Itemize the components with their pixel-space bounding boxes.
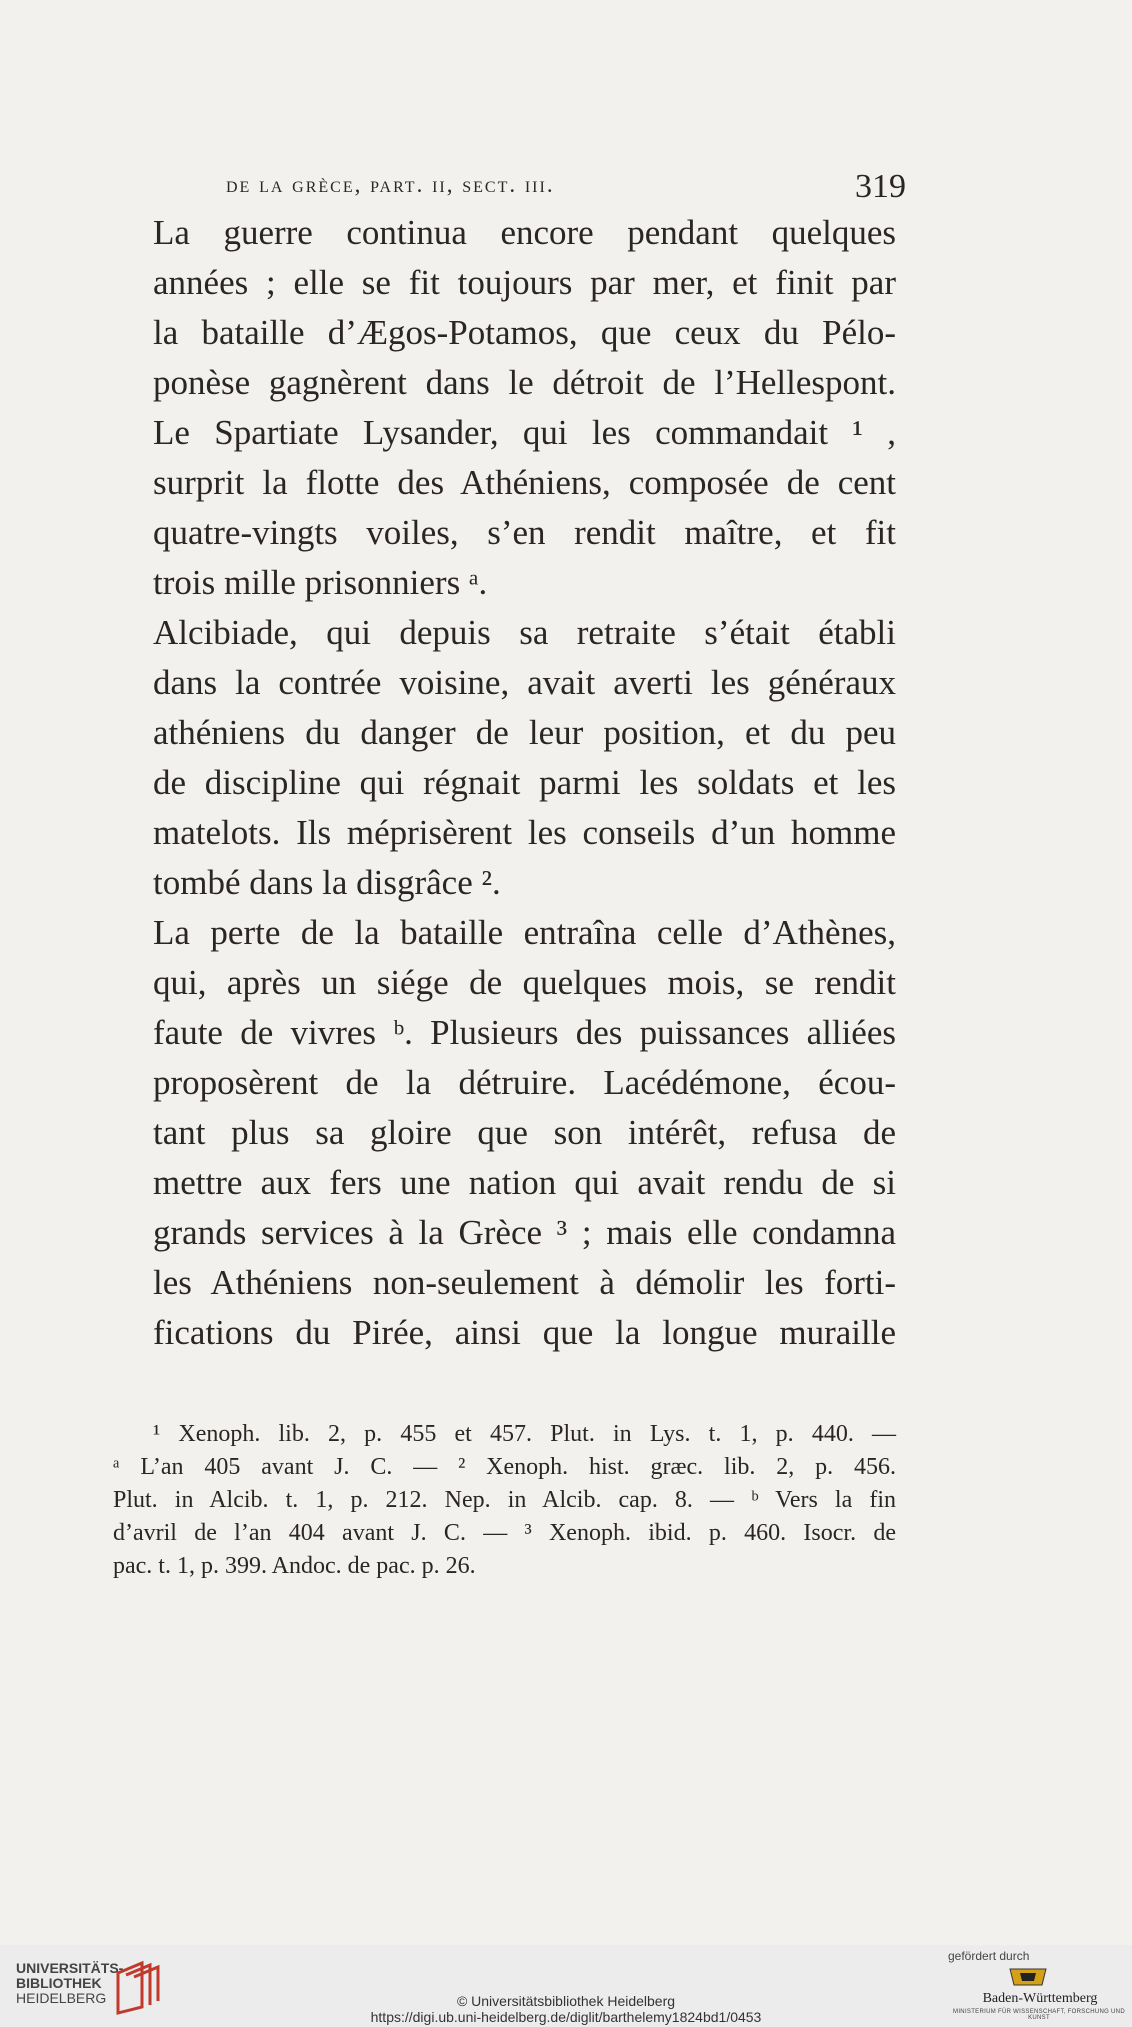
text-line: athéniens du danger de leur position, et du peu (153, 713, 896, 752)
paragraph-2 (113, 608, 896, 908)
coat-of-arms-icon[interactable] (1006, 1965, 1050, 1989)
text-line: tombé dans la disgrâce ². (153, 863, 501, 902)
text-line: quatre-vingts voiles, s’en rendit maître, et fit (153, 513, 896, 552)
text-line: grands services à la Grèce ³ ; mais elle condamna (153, 1213, 896, 1252)
sponsor-label: gefördert durch (948, 1949, 1030, 1963)
footnote-line: ᵃ L’an 405 avant J. C. — ² Xenoph. hist. græc. lib. 2, p. 456. (113, 1454, 896, 1480)
paragraph-3 (113, 908, 896, 1358)
footnotes (113, 1418, 896, 1583)
text-line: Le Spartiate Lysander, qui les commandait ¹ , (153, 413, 896, 452)
library-name-line-3: HEIDELBERG (16, 1990, 107, 2006)
text-line: années ; elle se fit toujours par mer, et finit par (153, 263, 896, 302)
text-line: matelots. Ils méprisèrent les conseils d’un homme (153, 813, 896, 852)
page-number: 319 (855, 168, 906, 205)
text-line: Alcibiade, qui depuis sa retraite s’était établi (153, 613, 896, 652)
paragraph-1 (113, 208, 896, 608)
text-line: fications du Pirée, ainsi que la longue muraille (153, 1313, 896, 1352)
permalink-url[interactable]: https://digi.ub.uni-heidelberg.de/diglit/barthelemy1824bd1/0453 (370, 2009, 762, 2025)
footnote-line: pac. t. 1, p. 399. Andoc. de pac. p. 26. (113, 1553, 476, 1579)
viewer-footer (0, 1945, 1132, 2027)
text-line: surprit la flotte des Athéniens, composée de cent (153, 463, 896, 502)
text-line: tant plus sa gloire que son intérêt, refusa de (153, 1113, 896, 1152)
text-line: proposèrent de la détruire. Lacédémone, écou- (153, 1063, 896, 1102)
text-line: dans la contrée voisine, avait averti les généraux (153, 663, 896, 702)
text-line: les Athéniens non-seulement à démolir les forti- (153, 1263, 896, 1302)
body-text (113, 208, 896, 1358)
text-line: trois mille prisonniers ᵃ. (153, 563, 488, 602)
page-header (226, 168, 906, 208)
footnote-line: Plut. in Alcib. t. 1, p. 212. Nep. in Alcib. cap. 8. — ᵇ Vers la fin (113, 1487, 896, 1513)
text-line: mettre aux fers une nation qui avait rendu de si (153, 1163, 896, 1202)
library-name-line-2: BIBLIOTHEK (16, 1975, 102, 1991)
running-title: de la grèce, part. ii, sect. iii. (226, 172, 555, 197)
footnote-line: ¹ Xenoph. lib. 2, p. 455 et 457. Plut. in Lys. t. 1, p. 440. — (153, 1421, 896, 1447)
footnote-line: d’avril de l’an 404 avant J. C. — ³ Xenoph. ibid. p. 460. Isocr. de (113, 1520, 896, 1546)
text-line: faute de vivres ᵇ. Plusieurs des puissances alliées (153, 1013, 896, 1052)
text-line: La perte de la bataille entraîna celle d’Athènes, (153, 913, 896, 952)
library-name-line-1: UNIVERSITÄTS- (16, 1960, 124, 1976)
text-line: ponèse gagnèrent dans le détroit de l’Hellespont. (153, 363, 896, 402)
text-line: de discipline qui régnait parmi les soldats et les (153, 763, 896, 802)
text-line: qui, après un siége de quelques mois, se rendit (153, 963, 896, 1002)
sponsor-subtitle: MINISTERIUM FÜR WISSENSCHAFT, FORSCHUNG UND KUNST (953, 2009, 1125, 2021)
text-line: La guerre continua encore pendant quelques (153, 213, 896, 252)
text-line: la bataille d’Ægos-Potamos, que ceux du Pélo- (153, 313, 896, 352)
sponsor-name: Baden-Württemberg (982, 1991, 1098, 2006)
copyright-text: © Universitätsbibliothek Heidelberg (456, 1993, 676, 2009)
